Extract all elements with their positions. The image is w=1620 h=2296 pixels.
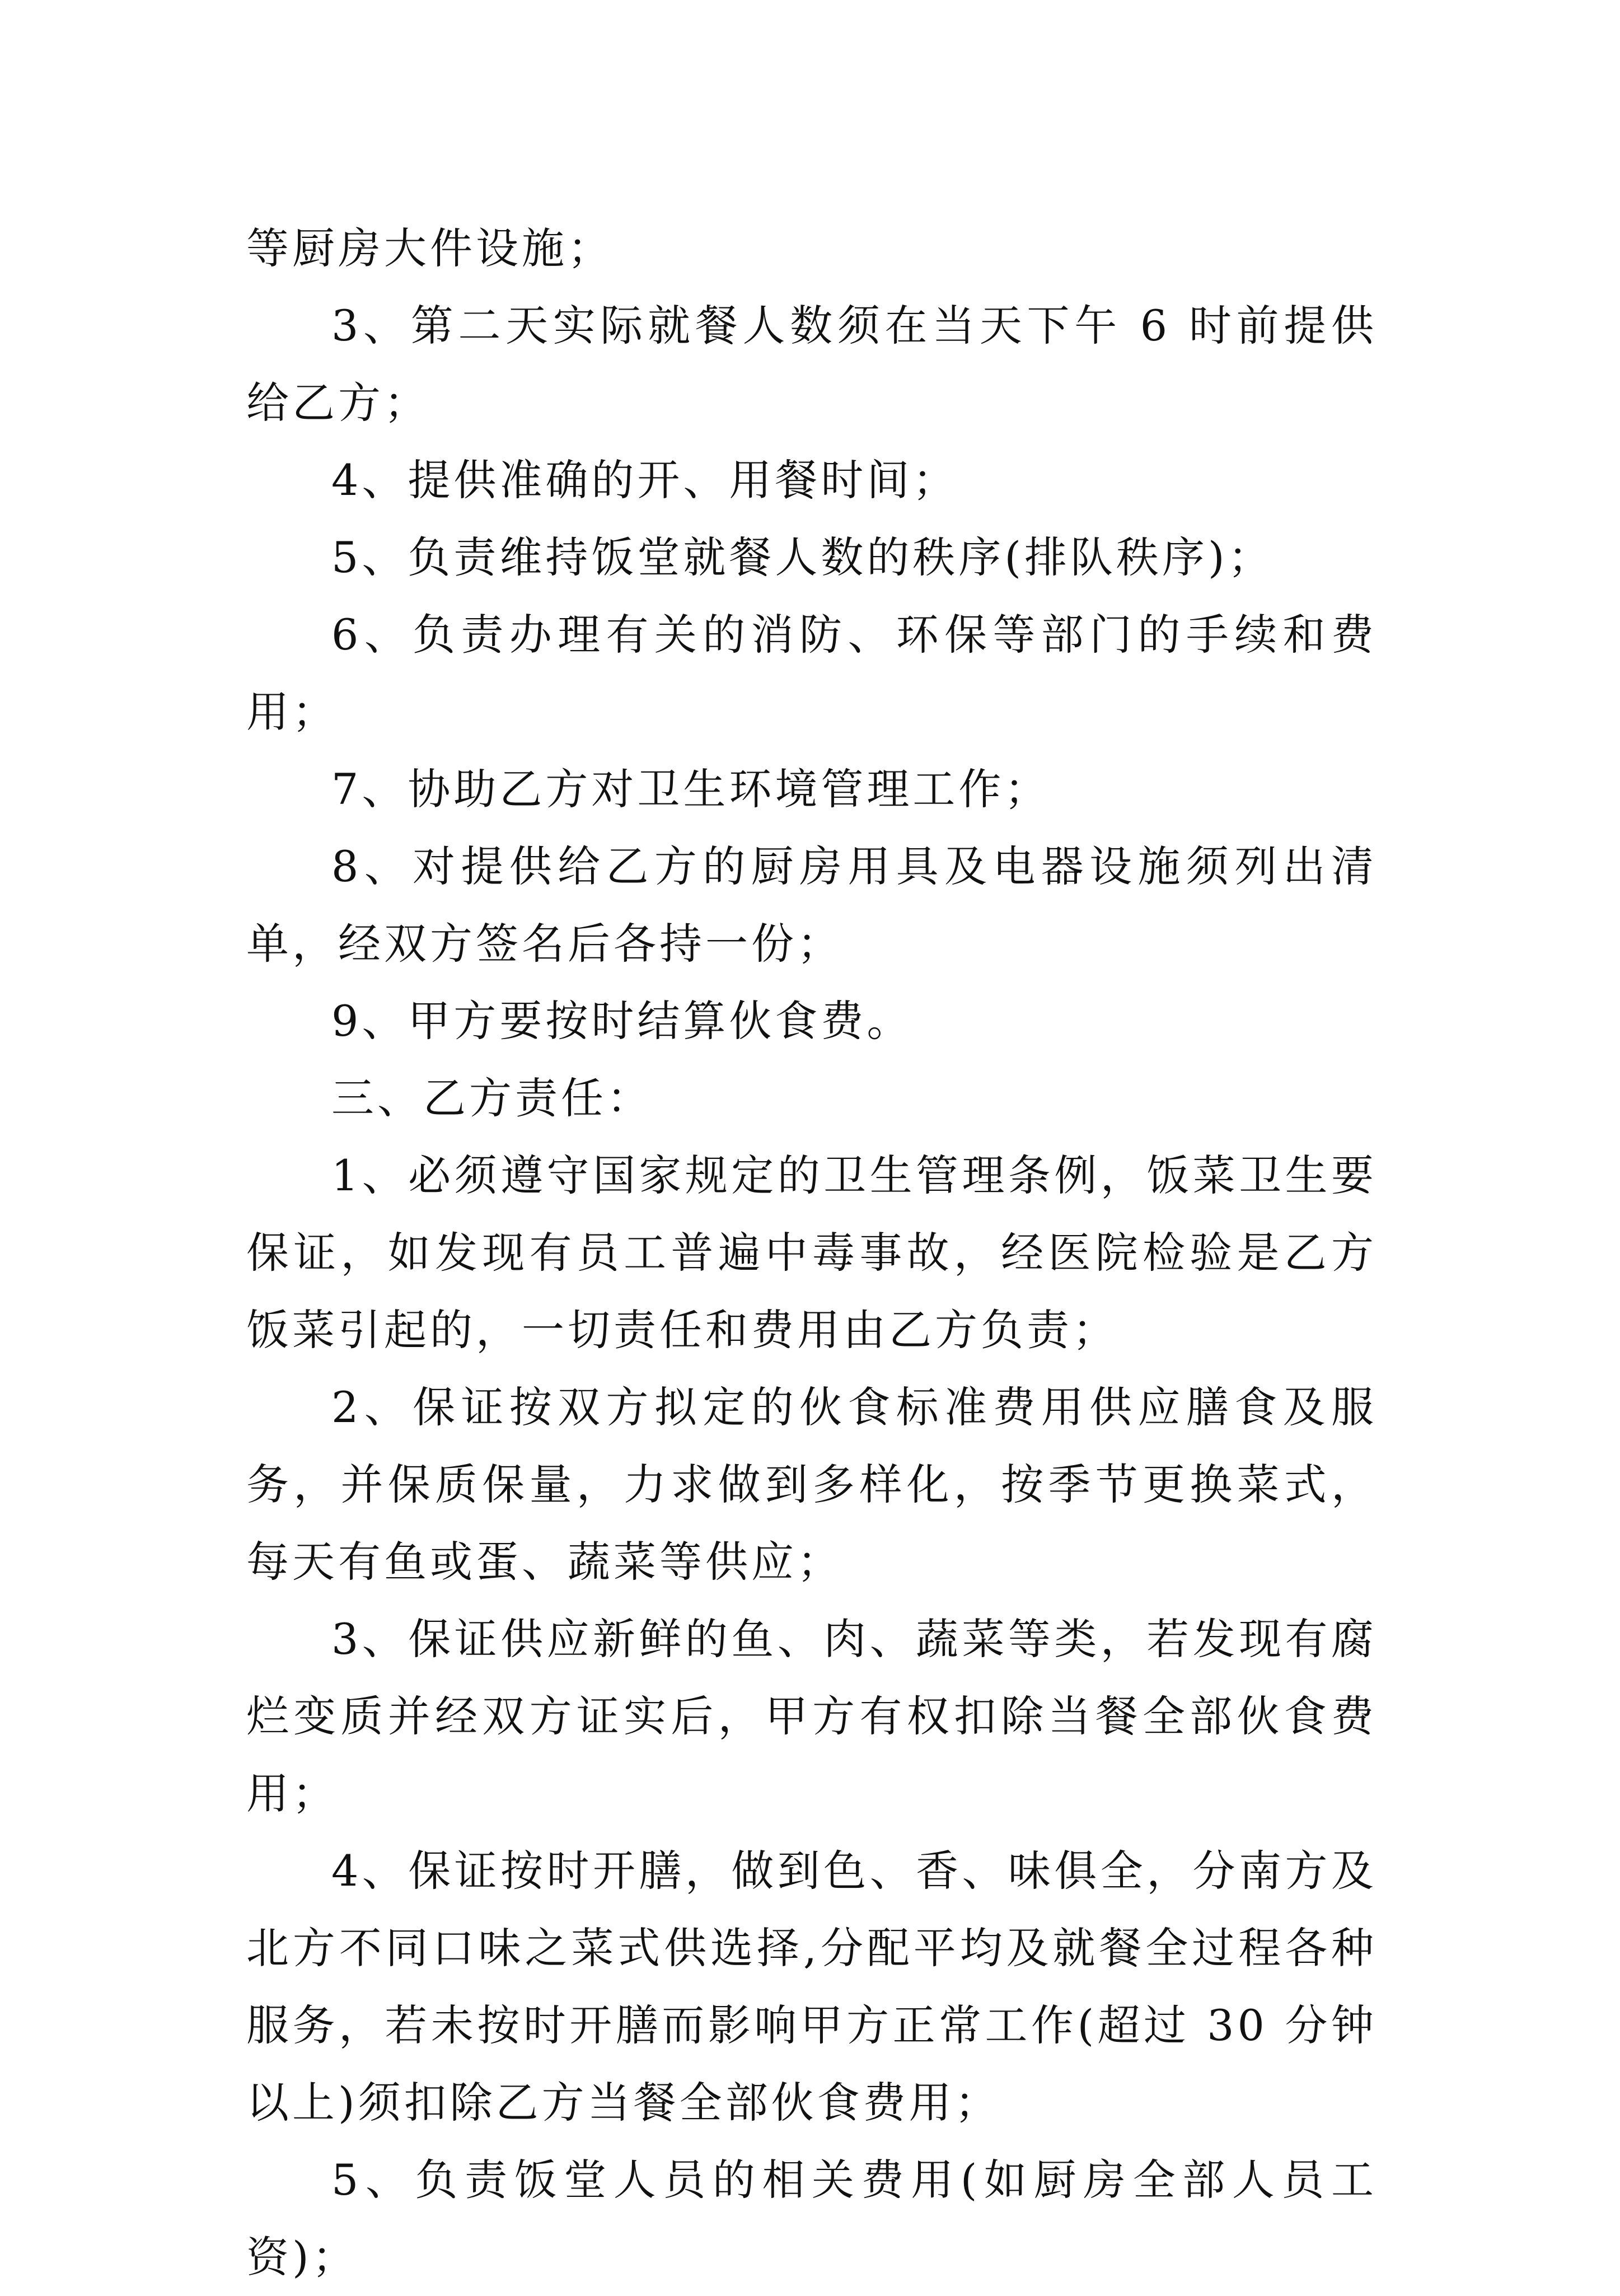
paragraph-b-item-1: 1、必须遵守国家规定的卫生管理条例，饭菜卫生要保证，如发现有员工普遍中毒事故，经医院检验是乙方饭菜引起的，一切责任和费用由乙方负责；: [246, 1151, 1377, 1355]
paragraph-b-item-2: 2、保证按双方拟定的伙食标准费用供应膳食及服务，并保质保量，力求做到多样化，按季节更换菜式，每天有鱼或蛋、蔬菜等供应；: [246, 1382, 1377, 1587]
paragraph-continuation: 等厨房大件设施；: [246, 223, 614, 273]
paragraph-item-7: 7、协助乙方对卫生环境管理工作；: [331, 764, 1051, 814]
paragraph-item-6: 6、负责办理有关的消防、环保等部门的手续和费用；: [246, 610, 1377, 737]
paragraph-b-item-4: 4、保证按时开膳，做到色、香、味俱全，分南方及北方不同口味之菜式供选择,分配平均及就餐全过程各种服务，若未按时开膳而影响甲方正常工作(超过 30 分钟以上)须扣除乙方当餐全部伙食费用；: [246, 1846, 1377, 2127]
paragraph-item-9: 9、甲方要按时结算伙食费。: [331, 996, 913, 1046]
document-body: [246, 210, 1377, 2296]
paragraph-b-item-5: 5、负责饭堂人员的相关费用(如厨房全部人员工资)；: [246, 2155, 1377, 2282]
paragraph-item-3: 3、第二天实际就餐人数须在当天下午 6 时前提供给乙方；: [246, 301, 1377, 428]
paragraph-item-8: 8、对提供给乙方的厨房用具及电器设施须列出清单，经双方签名后各持一份；: [246, 841, 1377, 969]
paragraph-b-item-3: 3、保证供应新鲜的鱼、肉、蔬菜等类，若发现有腐烂变质并经双方证实后，甲方有权扣除当餐全部伙食费用；: [246, 1614, 1377, 1818]
paragraph-item-5: 5、负责维持饭堂就餐人数的秩序(排队秩序)；: [331, 532, 1274, 582]
paragraph-item-4: 4、提供准确的开、用餐时间；: [331, 455, 959, 505]
section-heading-party-b-responsibilities: 三、乙方责任：: [331, 1073, 653, 1123]
